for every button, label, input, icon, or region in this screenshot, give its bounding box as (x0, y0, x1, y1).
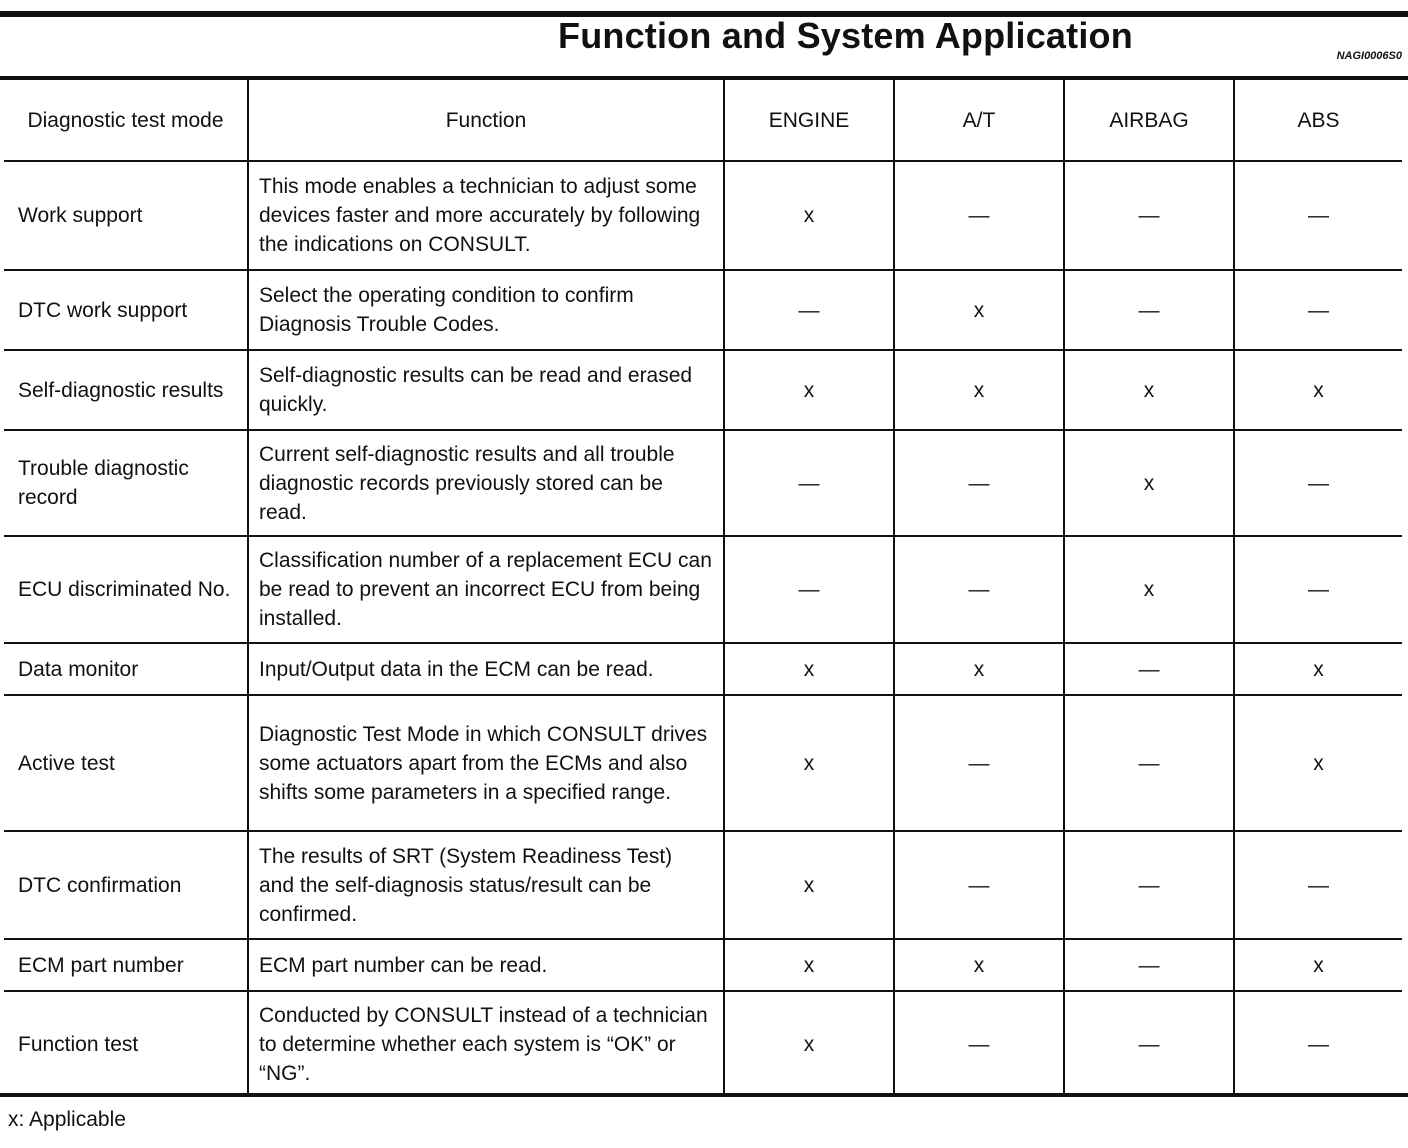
abs-cell: x (1234, 939, 1402, 991)
column-header-airbag: AIRBAG (1064, 80, 1234, 161)
at-cell: — (894, 695, 1064, 831)
table-row (4, 643, 1402, 695)
column-header-abs: ABS (1234, 80, 1402, 161)
airbag-cell: x (1064, 430, 1234, 536)
engine-cell: x (724, 831, 894, 939)
engine-cell: — (724, 270, 894, 350)
mode-cell: Work support (4, 161, 248, 270)
column-header-function: Function (248, 80, 724, 161)
at-cell: — (894, 161, 1064, 270)
mode-cell: Self-diagnostic results (4, 350, 248, 430)
at-cell: x (894, 270, 1064, 350)
table-header-row (4, 80, 1402, 161)
function-cell: Conducted by CONSULT instead of a technician to determine whether each system is “OK” or “NG”. (248, 991, 724, 1096)
airbag-cell: x (1064, 536, 1234, 643)
abs-cell: x (1234, 695, 1402, 831)
airbag-cell: — (1064, 939, 1234, 991)
table-row (4, 536, 1402, 643)
function-cell: Select the operating condition to confirm Diagnosis Trouble Codes. (248, 270, 724, 350)
bottom-rule (0, 1093, 1408, 1097)
table-row (4, 695, 1402, 831)
mode-cell: Data monitor (4, 643, 248, 695)
engine-cell: x (724, 643, 894, 695)
function-cell: Input/Output data in the ECM can be read. (248, 643, 724, 695)
function-cell: ECM part number can be read. (248, 939, 724, 991)
at-cell: — (894, 831, 1064, 939)
abs-cell: — (1234, 270, 1402, 350)
mode-cell: DTC work support (4, 270, 248, 350)
legend-note: x: Applicable (8, 1108, 126, 1131)
column-header-engine: ENGINE (724, 80, 894, 161)
engine-cell: — (724, 536, 894, 643)
engine-cell: x (724, 350, 894, 430)
airbag-cell: — (1064, 643, 1234, 695)
mode-cell: Active test (4, 695, 248, 831)
airbag-cell: — (1064, 161, 1234, 270)
function-cell: The results of SRT (System Readiness Test) and the self-diagnosis status/result can be confirmed. (248, 831, 724, 939)
abs-cell: x (1234, 643, 1402, 695)
mode-cell: Function test (18, 1032, 139, 1056)
mode-cell: Trouble diagnostic record (4, 430, 248, 536)
at-cell: — (894, 430, 1064, 536)
at-cell: — (894, 536, 1064, 643)
engine-cell: x (724, 161, 894, 270)
engine-cell: x (724, 695, 894, 831)
airbag-cell: x (1064, 350, 1234, 430)
abs-cell: — (1234, 161, 1402, 270)
abs-cell: — (1234, 831, 1402, 939)
table-row (4, 831, 1402, 939)
airbag-cell: — (1064, 831, 1234, 939)
abs-cell: x (1234, 350, 1402, 430)
page-title: Function and System Application (558, 15, 1133, 56)
table-row (4, 939, 1402, 991)
table-row (4, 270, 1402, 350)
at-cell: x (894, 643, 1064, 695)
column-header-mode: Diagnostic test mode (4, 80, 248, 161)
table-row (4, 350, 1402, 430)
airbag-cell: — (1064, 270, 1234, 350)
function-cell: Current self-diagnostic results and all trouble diagnostic records previously stored can be read. (248, 430, 724, 536)
abs-cell: — (1234, 430, 1402, 536)
engine-cell: x (724, 939, 894, 991)
function-cell: Classification number of a replacement ECU can be read to prevent an incorrect ECU from being installed. (248, 536, 724, 643)
column-header-at: A/T (894, 80, 1064, 161)
function-application-table (4, 80, 1402, 1096)
document-code: NAGI0006S0 (1336, 50, 1402, 62)
airbag-cell: — (1064, 991, 1234, 1096)
mode-cell: DTC confirmation (4, 831, 248, 939)
table-row (4, 430, 1402, 536)
table-row (4, 991, 1402, 1096)
mode-cell: ECM part number (4, 939, 248, 991)
mode-cell: ECU discriminated No. (4, 536, 248, 643)
at-cell: — (894, 991, 1064, 1096)
engine-cell: x (724, 991, 894, 1096)
function-cell: This mode enables a technician to adjust some devices faster and more accurately by following the indications on CONSULT. (248, 161, 724, 270)
table-row (4, 161, 1402, 270)
function-cell: Self-diagnostic results can be read and erased quickly. (248, 350, 724, 430)
engine-cell: — (724, 430, 894, 536)
abs-cell: — (1234, 536, 1402, 643)
abs-cell: — (1234, 991, 1402, 1096)
function-cell: Diagnostic Test Mode in which CONSULT drives some actuators apart from the ECMs and also shifts some parameters in a specified range. (248, 695, 724, 831)
airbag-cell: — (1064, 695, 1234, 831)
at-cell: x (894, 350, 1064, 430)
at-cell: x (894, 939, 1064, 991)
